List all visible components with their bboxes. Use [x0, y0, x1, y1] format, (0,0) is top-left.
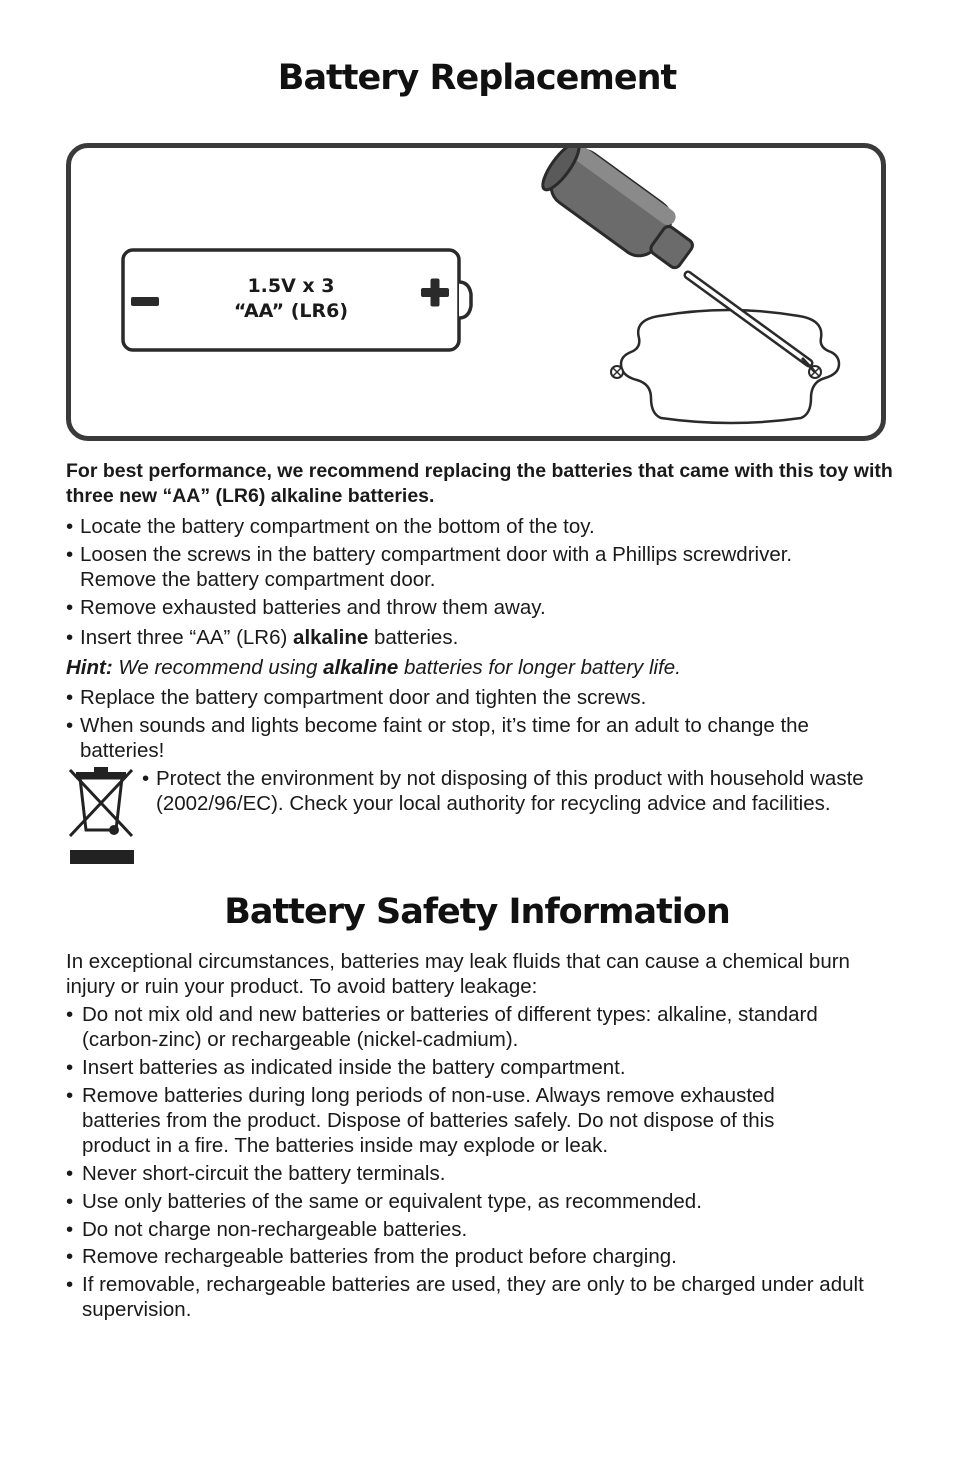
safety-item — [66, 1055, 886, 1080]
replacement-intro: For best performance, we recommend replacing the batteries that came with this toy with three new “AA” (LR6) alkaline batteries. — [66, 460, 893, 507]
safety-text: Remove batteries during long periods of non-use. Always remove exhausted batteries from the product. Dispose of batteries safely. Do not dispose of this product in a fire. The batteries inside may explode or leak. — [82, 1084, 775, 1157]
step-text-pre: Insert three “AA” (LR6) — [80, 626, 294, 649]
battery-label — [196, 274, 386, 324]
hint-label: Hint: — [66, 656, 113, 679]
step-text: Locate the battery compartment on the bottom of the toy. — [80, 515, 595, 538]
safety-item — [66, 1083, 826, 1158]
step-text — [66, 625, 866, 650]
bullet: • — [66, 1190, 74, 1213]
safety-text: Do not charge non-rechargeable batteries. — [82, 1218, 468, 1241]
crossed-out-wheelie-bin-icon — [66, 766, 136, 866]
step-item — [66, 713, 826, 763]
bullet: • — [66, 596, 74, 619]
step-text-post: batteries. — [368, 626, 459, 649]
bullet: • — [66, 1218, 74, 1241]
battery-type-label: “AA” (LR6) — [233, 300, 349, 322]
bullet: • — [66, 1162, 74, 1185]
bullet: • — [66, 1245, 74, 1268]
step-text-bold: alkaline — [293, 626, 369, 649]
hint-text — [66, 655, 681, 680]
bullet: • — [66, 1003, 74, 1026]
safety-text: Remove rechargeable batteries from the product before charging. — [82, 1245, 677, 1268]
environment-text: Protect the environment by not disposing of this product with household waste (2002/96/EC). Check your local authority for recycling advice and facilities. — [156, 767, 864, 815]
step-text: Replace the battery compartment door and tighten the screws. — [80, 686, 647, 709]
bullet: • — [66, 1273, 74, 1296]
safety-item — [66, 1189, 886, 1214]
step-text: Remove exhausted batteries and throw them away. — [80, 596, 546, 619]
safety-item — [66, 1244, 886, 1269]
environment-note — [142, 766, 882, 816]
safety-text: If removable, rechargeable batteries are used, they are only to be charged under adult supervision. — [82, 1273, 864, 1321]
hint-bold: alkaline — [323, 656, 399, 679]
safety-text: Insert batteries as indicated inside the battery compartment. — [82, 1056, 626, 1079]
step-item — [66, 514, 866, 539]
safety-item — [66, 1217, 886, 1242]
step-item — [66, 625, 866, 650]
safety-intro: In exceptional circumstances, batteries may leak fluids that can cause a chemical burn injury or ruin your product. To avoid battery leakage: — [66, 950, 850, 998]
safety-item — [66, 1272, 886, 1322]
bullet: • — [66, 515, 74, 538]
step-item — [66, 685, 866, 710]
hint-post: batteries for longer battery life. — [398, 656, 681, 679]
bullet: • — [66, 626, 74, 649]
bullet: • — [66, 686, 74, 709]
safety-text: Never short-circuit the battery terminals. — [82, 1162, 446, 1185]
battery-door-icon — [611, 310, 839, 423]
safety-text: Do not mix old and new batteries or batteries of different types: alkaline, standard (carbon-zinc) or rechargeable (nickel-cadmium). — [82, 1003, 818, 1051]
battery-safety-title: Battery Safety Information — [224, 892, 730, 932]
step-text: When sounds and lights become faint or stop, it’s time for an adult to change the batteries! — [80, 714, 809, 762]
battery-illustration — [66, 143, 886, 441]
hint-pre: We recommend using — [112, 656, 324, 679]
battery-replacement-title: Battery Replacement — [277, 58, 677, 98]
step-text: Loosen the screws in the battery compartment door with a Phillips screwdriver. Remove the battery compartment door. — [80, 543, 793, 591]
bullet: • — [66, 1084, 74, 1107]
safety-item — [66, 1002, 886, 1052]
safety-item — [66, 1161, 886, 1186]
bullet: • — [66, 1056, 74, 1079]
illustration-svg — [71, 148, 881, 436]
step-item — [66, 542, 866, 592]
safety-text: Use only batteries of the same or equivalent type, as recommended. — [82, 1190, 702, 1213]
bullet: • — [142, 767, 150, 790]
step-item — [66, 595, 866, 620]
bullet: • — [66, 714, 74, 737]
bullet: • — [66, 543, 74, 566]
battery-voltage-label: 1.5V x 3 — [247, 275, 335, 297]
